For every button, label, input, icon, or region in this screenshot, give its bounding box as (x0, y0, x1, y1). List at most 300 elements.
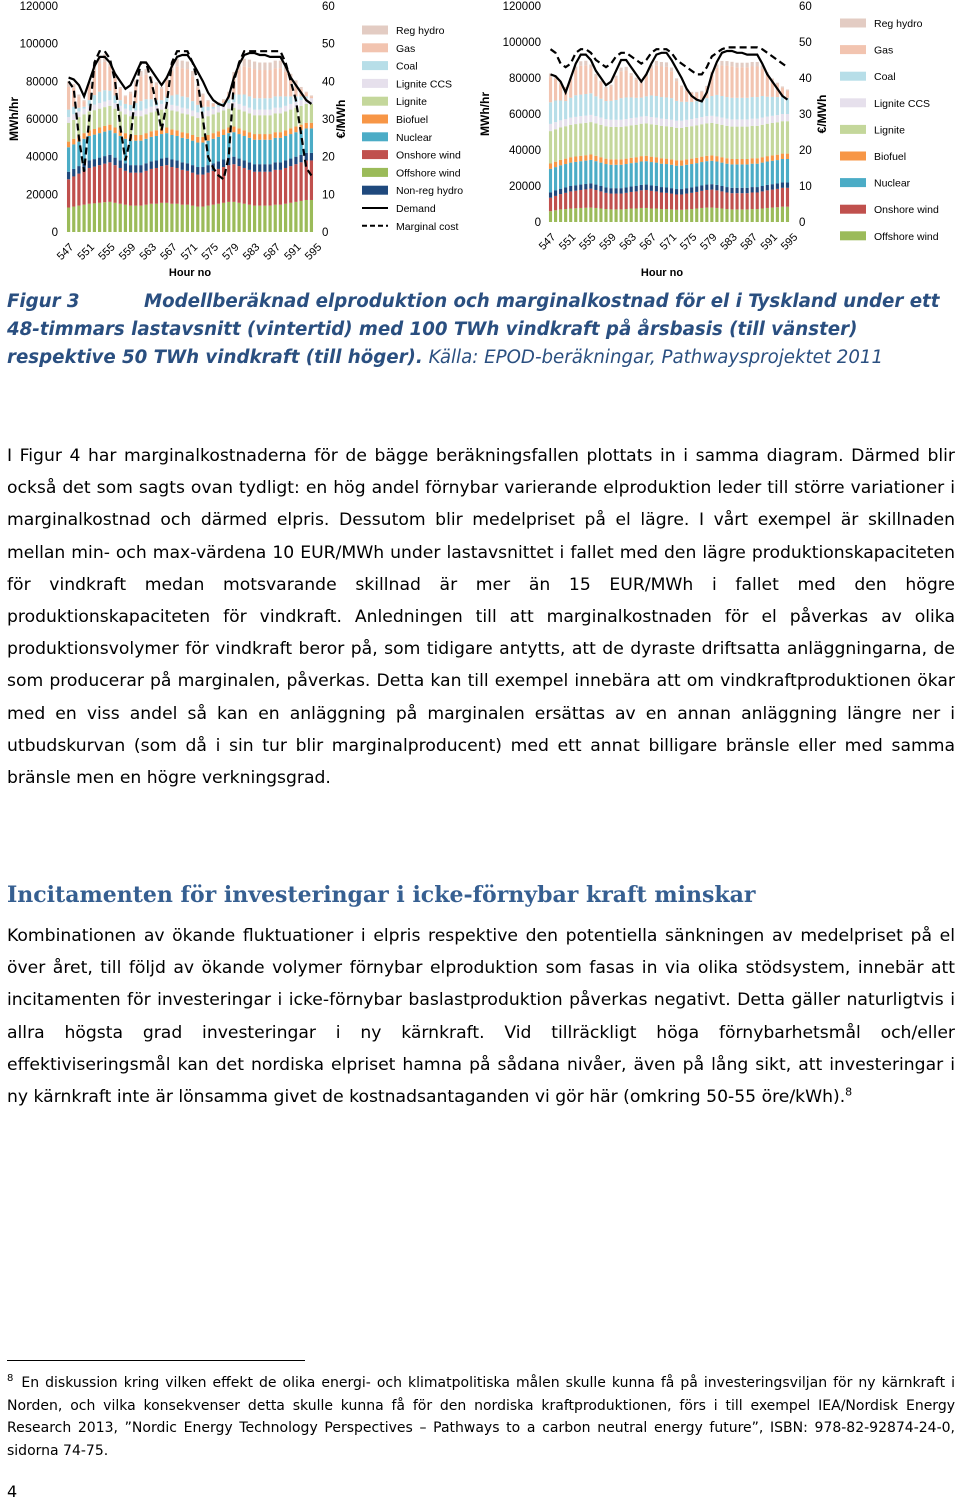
bar-segment (186, 133, 189, 139)
bar-segment (640, 156, 643, 161)
bar-segment (746, 98, 749, 120)
legend-swatch (362, 168, 388, 177)
bar-segment (217, 137, 220, 161)
bar-segment (170, 129, 173, 135)
bar-segment (700, 157, 703, 162)
legend-label: Gas (874, 44, 894, 57)
bar-segment (232, 127, 235, 133)
legend-swatch (362, 186, 388, 195)
y-tick-label: 0 (51, 227, 58, 239)
bar-segment (232, 202, 235, 232)
bar-segment (776, 155, 779, 160)
bar-segment (735, 127, 738, 159)
bar-segment (549, 211, 552, 222)
bar-segment (196, 105, 199, 113)
bar-segment (222, 129, 225, 135)
bar-segment (113, 158, 116, 166)
bar-segment (695, 125, 698, 157)
page-number: 4 (7, 1482, 18, 1501)
bar-segment (761, 69, 764, 96)
legend-swatch (362, 150, 388, 159)
bar-segment (786, 90, 789, 91)
bar-segment (630, 163, 633, 186)
bar-segment (630, 192, 633, 209)
bar-segment (720, 61, 723, 66)
bar-segment (201, 167, 204, 175)
bar-segment (715, 156, 718, 161)
bar-segment (700, 117, 703, 124)
bar-segment (569, 125, 572, 157)
bar-segment (730, 209, 733, 222)
bar-segment (113, 127, 116, 133)
bar-segment (705, 185, 708, 190)
bar-segment (741, 159, 744, 164)
bar-segment (119, 87, 122, 89)
bar-segment (155, 168, 158, 204)
bar-segment (751, 187, 754, 192)
bar-segment (574, 95, 577, 117)
bar-segment (685, 188, 688, 193)
bar-segment (124, 96, 127, 104)
bar-segment (243, 66, 246, 94)
legend-label: Offshore wind (874, 230, 939, 243)
bar-segment (655, 61, 658, 66)
footnote-reference[interactable]: 8 (845, 1085, 853, 1099)
bar-segment (751, 62, 754, 66)
bar-segment (274, 113, 277, 132)
legend-swatch (840, 45, 866, 54)
bar-segment (206, 101, 209, 107)
bar-segment (635, 125, 638, 157)
bar-segment (660, 97, 663, 119)
y-axis-title: MWh/hr (7, 97, 21, 141)
bar-segment (108, 202, 111, 232)
bar-segment (139, 101, 142, 110)
bar-segment (243, 106, 246, 112)
bar-segment (93, 110, 96, 129)
bar-segment (735, 63, 738, 67)
y-axis-title: MWh/hr (478, 92, 492, 136)
bar-segment (735, 188, 738, 193)
bar-segment (201, 137, 204, 143)
bar-segment (670, 194, 673, 210)
x-tick-label: 551 (556, 231, 579, 253)
legend-swatch (840, 231, 866, 240)
bar-segment (150, 137, 153, 161)
bar-segment (274, 108, 277, 114)
bar-segment (227, 109, 230, 128)
x-tick-label: 591 (758, 231, 781, 253)
bar-segment (160, 203, 163, 232)
bar-segment (594, 116, 597, 123)
bar-segment (129, 173, 132, 206)
bar-segment (98, 109, 101, 128)
bar-segment (695, 192, 698, 209)
bar-segment (655, 65, 658, 96)
bar-segment (599, 209, 602, 223)
bar-segment (620, 68, 623, 72)
bar-segment (645, 123, 648, 155)
bar-segment (635, 80, 638, 98)
bar-segment (237, 166, 240, 203)
bar-segment (243, 204, 246, 232)
bar-segment (685, 165, 688, 188)
bar-segment (299, 100, 302, 106)
bar-segment (630, 73, 633, 76)
bar-segment (620, 120, 623, 127)
bar-segment (685, 91, 688, 102)
bar-segment (670, 165, 673, 188)
bar-segment (599, 157, 602, 162)
bar-segment (680, 87, 683, 101)
bar-segment (761, 186, 764, 191)
bar-segment (258, 98, 261, 109)
bar-segment (206, 107, 209, 111)
bar-segment (108, 162, 111, 202)
bar-segment (232, 108, 235, 127)
bar-segment (181, 132, 184, 138)
bar-segment (150, 169, 153, 204)
bar-segment (175, 106, 178, 112)
legend-label: Demand (396, 203, 436, 215)
bar-segment (650, 162, 653, 185)
bar-segment (781, 154, 784, 159)
bar-segment (186, 205, 189, 232)
bar-segment (741, 127, 744, 159)
bar-segment (263, 115, 266, 134)
bar-segment (756, 126, 759, 158)
bar-segment (609, 194, 612, 210)
bar-segment (170, 135, 173, 159)
bar-segment (217, 204, 220, 232)
bar-segment (253, 134, 256, 140)
bar-segment (554, 162, 557, 167)
bar-segment (289, 104, 292, 110)
bar-segment (730, 193, 733, 209)
x-tick-label: 587 (738, 231, 760, 253)
bar-segment (212, 104, 215, 107)
bar-segment (155, 130, 158, 136)
bar-segment (786, 98, 789, 114)
bar-segment (268, 172, 271, 206)
bar-segment (725, 164, 728, 187)
bar-segment (650, 191, 653, 209)
bar-segment (761, 209, 764, 223)
bar-segment (263, 134, 266, 140)
bar-segment (725, 61, 728, 66)
bar-segment (289, 134, 292, 158)
bar-segment (196, 167, 199, 175)
bar-segment (274, 132, 277, 138)
bar-segment (554, 191, 557, 196)
bar-segment (766, 117, 769, 124)
y2-tick-label: 60 (322, 1, 335, 13)
bar-segment (181, 205, 184, 232)
bar-segment (741, 67, 744, 98)
legend-label: Onshore wind (874, 204, 939, 217)
bar-segment (82, 114, 85, 133)
bar-segment (741, 193, 744, 209)
legend-label: Biofuel (874, 151, 907, 163)
bar-segment (206, 100, 209, 101)
bar-segment (129, 92, 132, 94)
bar-segment (134, 116, 137, 135)
bar-segment (134, 141, 137, 165)
bar-segment (284, 96, 287, 105)
bar-segment (751, 158, 754, 163)
bar-segment (725, 66, 728, 98)
bar-segment (274, 68, 277, 96)
bar-segment (268, 70, 271, 98)
legend-label: Nuclear (874, 177, 911, 190)
bar-segment (258, 134, 261, 140)
bar-segment (129, 165, 132, 173)
bar-segment (263, 70, 266, 98)
bar-segment (559, 194, 562, 209)
bar-segment (609, 165, 612, 188)
bar-segment (650, 209, 653, 223)
bar-segment (675, 81, 678, 101)
bar-segment (119, 89, 122, 100)
chart-right-svg (480, 0, 960, 285)
x-tick-label: 571 (178, 241, 201, 263)
bar-segment (645, 116, 648, 123)
bar-segment (186, 97, 189, 108)
bar-segment (604, 193, 607, 209)
bar-segment (720, 186, 723, 191)
chart-0-plot-group (7, 1, 463, 279)
bar-segment (227, 165, 230, 202)
bar-segment (201, 175, 204, 207)
legend-swatch (362, 79, 388, 88)
bar-segment (201, 143, 204, 167)
x-tick-label: 587 (261, 241, 284, 263)
bar-segment (253, 115, 256, 134)
y2-axis-title: €/MWh (815, 94, 829, 134)
bar-segment (212, 205, 215, 232)
legend-label: Lignite (396, 96, 427, 109)
bar-segment (746, 67, 749, 98)
bar-segment (614, 76, 617, 79)
bar-segment (614, 127, 617, 159)
x-tick-label: 547 (54, 241, 77, 263)
bar-segment (690, 159, 693, 164)
bar-segment (222, 99, 225, 100)
bar-segment (263, 140, 266, 164)
bar-segment (274, 138, 277, 162)
bar-segment (170, 111, 173, 130)
bar-segment (579, 95, 582, 117)
bar-segment (98, 63, 101, 91)
bar-segment (243, 59, 246, 67)
bar-segment (67, 172, 70, 180)
bar-segment (725, 158, 728, 163)
bar-segment (98, 158, 101, 166)
bar-segment (253, 69, 256, 98)
bar-segment (766, 162, 769, 185)
bar-segment (766, 156, 769, 161)
bar-segment (670, 98, 673, 120)
bar-segment (299, 201, 302, 232)
bar-segment (181, 138, 184, 162)
bar-segment (675, 160, 678, 165)
bar-segment (175, 168, 178, 204)
paragraph-1: I Figur 4 har marginalkostnaderna för de bägge beräkningsfallen plottats in i samma diagram. Därmed blir också det som sagts ovan tydligt: en hög andel förnybar varierande elproduktion leder till större variationer i marginalkostnad och därmed elpris. Dessutom blir medelpriset på el lägre. I vårt exempel är skillnaden mellan min- och max-värdena 10 EUR/MWh under lastavsnittet i fallet med den lägre produktionskapaciteten för vindkraft medan motsvarande skillnad är mer än 15 EUR/MWh i fallet med den högre produktionskapaciteten för vindkraft. Anledningen till att marginalkostnaden för el påverkas av olika produktionsvolymer för vindkraft beror på, som tidigare antytts, att de dyraste driftsatta anläggningarna, de som producerar på marginalen, påverkas. Detta kan till exempel innebära att om vindkraftproduktionen ökar med en viss andel så kan en anläggning på marginalen ersättas av en annan anläggning längre ner i utbudskurvan (som då i sin tur blir marginalproducent) med ett annat billigare bränsle eller med samma bränsle men en högre verkningsgrad. (7, 446, 955, 789)
bar-segment (756, 62, 759, 66)
bar-segment (574, 185, 577, 190)
bar-segment (635, 191, 638, 208)
bar-segment (279, 205, 282, 232)
bar-segment (243, 111, 246, 130)
x-tick-label: 579 (698, 231, 720, 253)
bar-segment (579, 156, 582, 161)
bar-segment (655, 157, 658, 162)
bar-segment (771, 155, 774, 160)
bar-segment (124, 171, 127, 205)
bar-segment (725, 187, 728, 192)
bar-segment (258, 63, 261, 71)
bar-segment (730, 66, 733, 98)
bar-segment (310, 95, 313, 96)
bar-segment (589, 155, 592, 160)
bar-segment (640, 190, 643, 208)
bar-segment (650, 95, 653, 117)
y-tick-label: 80000 (26, 76, 58, 89)
bar-segment (786, 114, 789, 121)
bar-segment (735, 98, 738, 120)
bar-segment (705, 156, 708, 161)
bar-segment (237, 203, 240, 232)
bar-segment (675, 101, 678, 121)
bar-segment (258, 140, 261, 164)
legend-label: Biofuel (396, 114, 429, 126)
bar-segment (655, 186, 658, 191)
bar-segment (705, 190, 708, 208)
bar-segment (98, 92, 101, 103)
x-axis-title: Hour no (168, 267, 212, 279)
bar-segment (108, 155, 111, 163)
bar-segment (599, 191, 602, 208)
bar-segment (786, 188, 789, 207)
bar-segment (771, 208, 774, 222)
bar-segment (705, 116, 708, 123)
legend-label: Nuclear (396, 131, 433, 144)
bar-segment (776, 115, 779, 122)
bar-segment (212, 107, 215, 109)
bar-segment (160, 89, 163, 100)
bar-segment (730, 127, 733, 159)
bar-segment (294, 127, 297, 133)
bar-segment (170, 204, 173, 232)
bar-segment (761, 118, 764, 125)
bar-segment (569, 157, 572, 162)
bar-segment (305, 200, 308, 232)
bar-segment (263, 98, 266, 109)
bar-segment (720, 157, 723, 162)
bar-segment (289, 159, 292, 167)
legend-swatch (362, 61, 388, 70)
bar-segment (665, 209, 668, 222)
bar-segment (680, 166, 683, 189)
bar-segment (640, 185, 643, 190)
x-axis-title: Hour no (640, 267, 684, 279)
bar-segment (650, 117, 653, 124)
bar-segment (645, 185, 648, 190)
bar-segment (103, 101, 106, 107)
bar-segment (670, 71, 673, 98)
bar-segment (614, 209, 617, 222)
bar-segment (604, 164, 607, 187)
bar-segment (289, 110, 292, 129)
bar-segment (284, 168, 287, 204)
bar-segment (108, 125, 111, 131)
bar-segment (675, 128, 678, 160)
bar-segment (248, 170, 251, 205)
bar-segment (645, 208, 648, 222)
bar-segment (761, 191, 764, 208)
bar-segment (609, 127, 612, 159)
bar-segment (756, 66, 759, 97)
bar-segment (253, 110, 256, 116)
bar-segment (670, 159, 673, 164)
bar-segment (165, 165, 168, 203)
bar-segment (640, 162, 643, 185)
bar-segment (625, 70, 628, 97)
legend-swatch (362, 132, 388, 141)
y-tick-label: 40000 (26, 151, 58, 164)
bar-segment (103, 156, 106, 164)
bar-segment (549, 131, 552, 163)
y2-tick-label: 0 (799, 217, 806, 229)
bar-segment (144, 139, 147, 163)
bar-segment (279, 113, 282, 132)
bar-segment (144, 171, 147, 205)
bar-segment (735, 119, 738, 126)
bar-segment (243, 130, 246, 136)
bar-segment (294, 157, 297, 165)
bar-segment (222, 135, 225, 159)
x-tick-label: 595 (302, 241, 325, 263)
bar-segment (574, 70, 577, 95)
bar-segment (113, 165, 116, 203)
bar-segment (751, 97, 754, 119)
bar-segment (310, 128, 313, 152)
bar-segment (248, 113, 251, 132)
bar-segment (186, 171, 189, 205)
bar-segment (584, 94, 587, 116)
bar-segment (554, 210, 557, 222)
bar-segment (574, 156, 577, 161)
bar-segment (690, 119, 693, 126)
bar-segment (181, 162, 184, 170)
bar-segment (786, 91, 789, 98)
bar-segment (98, 103, 101, 109)
bar-segment (248, 138, 251, 162)
bar-segment (294, 164, 297, 202)
bar-segment (175, 136, 178, 160)
y2-tick-label: 50 (322, 38, 335, 51)
bar-segment (268, 98, 271, 109)
bar-segment (279, 162, 282, 170)
bar-segment (609, 101, 612, 120)
bar-segment (655, 96, 658, 118)
bar-segment (645, 161, 648, 184)
bar-segment (248, 162, 251, 170)
bar-segment (746, 164, 749, 187)
bar-segment (196, 143, 199, 167)
bar-segment (680, 194, 683, 209)
bar-segment (258, 164, 261, 172)
